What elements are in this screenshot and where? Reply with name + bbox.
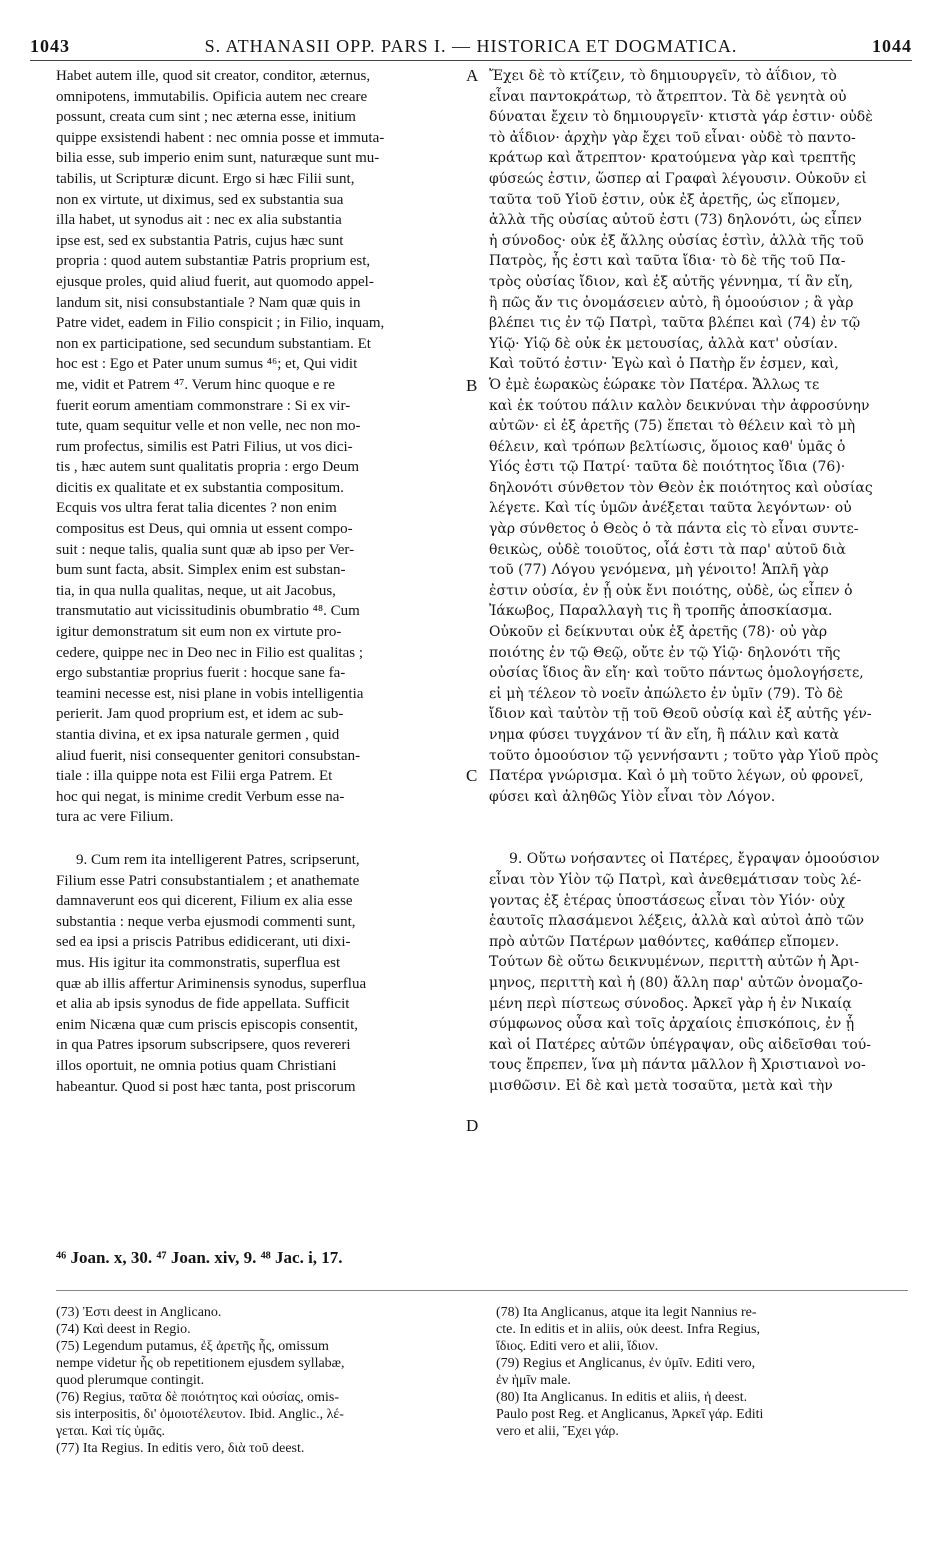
latin-line: enim Nicæna quæ cum priscis episcopis consentit,: [56, 1016, 359, 1033]
greek-line: Ἰάκωβος, Παραλλαγὴ τις ἢ τροπῆς ἀποσκίασμα.: [489, 603, 833, 620]
greek-line: τοῦτο ὁμοούσιον τῷ γεννήσαντι ; τοῦτο γὰρ Υἱοῦ πρὸς: [489, 747, 879, 764]
greek-line: Ἔχει δὲ τὸ κτίζειν, τὸ δημιουργεῖν, τὸ ἀΐδιον, τὸ: [489, 68, 837, 84]
latin-line: substantia : neque verba ejusmodi commenti sunt,: [56, 913, 356, 930]
greek-line: σύμφωνος οὖσα καὶ τοῖς ἀρχαίοις ἐπισκόποις, ἐν ᾗ: [489, 1016, 855, 1033]
margin-marker-a: A: [466, 66, 479, 85]
latin-line: stantia divina, et ex ipsa naturale germen , quid: [56, 727, 340, 743]
page-number-right: 1044: [872, 36, 912, 56]
latin-line: illa habet, ut synodus ait : nec ex alia substantia: [56, 212, 342, 229]
footnote-line: (77) Ita Regius. In editis vero, διὰ τοῦ deest.: [56, 1441, 305, 1456]
latin-line: Patre videt, eadem in Filio conspicit ; in Filio, inquam,: [56, 315, 385, 332]
greek-line: γὰρ σύνθετος ὁ Θεὸς ὁ τὰ πάντα εἰς τὸ εἶναι συντε-: [489, 521, 859, 538]
greek-line: οὐσίας ἴδιος ἂν εἴη· καὶ τοῦτο πάντως ὁμολογήσετε,: [489, 665, 864, 682]
latin-line: rum profectus, similis est Patri Filius, ut vos dici-: [56, 438, 353, 455]
latin-line: mus. His igitur ita commonstratis, superflua est: [56, 954, 341, 971]
greek-line: τους ἔπρεπεν, ἵνα μὴ πάντα μᾶλλον ἢ Χριστιανοὶ νο-: [489, 1057, 866, 1074]
footnote-line: ἐν ἡμῖν male.: [496, 1373, 571, 1388]
footnote-line: cte. In editis et in aliis, οὐκ deest. Infra Regius,: [496, 1322, 760, 1337]
greek-line: αὐτῶν· εἰ ἐξ ἀρετῆς (75) ἕπεται τὸ θέλειν καὶ τὸ μὴ: [489, 418, 856, 435]
footnote-divider: [56, 1290, 908, 1291]
latin-line: suit : neque talis, qualia sunt quæ ab ipso per Ver-: [56, 541, 355, 558]
latin-line: me, vidit et Patrem ⁴⁷. Verum hinc quoque e re: [56, 376, 335, 393]
latin-line: tia, in qua nulla qualitas, neque, ut ait Jacobus,: [56, 582, 336, 599]
latin-line: non ex virtute, ut diximus, sed ex substantia sua: [56, 191, 344, 208]
latin-line: tiale : illa quippe nota est Filii erga Patrem. Et: [56, 768, 333, 785]
footnote-line: (73) Ἐστι deest in Anglicano.: [56, 1305, 222, 1320]
footnote-line: ἴδιος. Editi vero et alii, ἴδιον.: [496, 1339, 659, 1354]
footnote-line: (78) Ita Anglicanus, atque ita legit Nannius re-: [496, 1305, 757, 1320]
running-title: S. ATHANASII OPP. PARS I. — HISTORICA ET DOGMATICA.: [204, 36, 738, 56]
footnote-line: (74) Καὶ deest in Regio.: [56, 1322, 191, 1337]
latin-line: hoc est : Ego et Pater unum sumus ⁴⁶; et, Qui vidit: [56, 356, 358, 373]
latin-line: ergo substantiæ proprius fuerit : hocque sane fa-: [56, 665, 346, 682]
page-number-left: 1043: [30, 36, 70, 56]
greek-line: βλέπει τις ἐν τῷ Πατρὶ, ταῦτα βλέπει καὶ (74) ἐν τῷ: [489, 315, 861, 332]
greek-line: Καὶ τοῦτό ἐστιν· Ἐγὼ καὶ ὁ Πατὴρ ἕν ἐσμεν, καὶ,: [489, 356, 839, 373]
latin-line: sed ea ipsi a priscis Patribus edidicerant, uti dixi-: [56, 934, 351, 951]
latin-line: compositus est Deus, qui omnia ut essent compo-: [56, 521, 353, 538]
greek-line: ἐστιν οὐσία, ἐν ᾗ οὐκ ἔνι ποιότης, οὐδὲ, ὡς εἶπεν ὁ: [489, 582, 853, 599]
latin-line: Filium esse Patri consubstantialem ; et anathemate: [56, 872, 360, 889]
greek-line: πρὸ αὐτῶν Πατέρων μαθόντες, καθάπερ εἴπομεν.: [489, 933, 840, 950]
greek-line: ποιότης ἐν τῷ Θεῷ, οὔτε ἐν τῷ Υἱῷ· δηλονότι τῆς: [489, 644, 841, 661]
paragraph-gap: [489, 807, 907, 849]
latin-line: ejusque proles, quid aliud fuerit, aut quomodo appel-: [56, 273, 374, 290]
greek-line: 9. Οὕτω νοήσαντες οἱ Πατέρες, ἔγραψαν ὁμοούσιον: [509, 851, 880, 868]
greek-line: ἴδιον καὶ ταὐτὸν τῇ τοῦ Θεοῦ οὐσίᾳ καὶ ἐξ αὐτῆς γέν-: [489, 706, 872, 723]
latin-line: propria : quod autem substantiæ Patris proprium est,: [56, 253, 371, 270]
greek-line: εἶναι τὸν Υἱὸν τῷ Πατρὶ, καὶ ἀνεθεμάτισαν τοὺς λέ-: [489, 871, 862, 888]
paragraph-gap: [56, 828, 460, 850]
latin-line: et alia ab ipsis synodus de fide appellata. Sufficit: [56, 996, 350, 1013]
greek-line: γοντας ἐξ ἑτέρας ὑποστάσεως εἶναι τὸν Υἱόν· οὐχ: [489, 892, 846, 909]
greek-line: τοῦ (77) Λόγου γενόμενα, μὴ γένοιτο! Ἁπλῆ γὰρ: [489, 562, 829, 579]
greek-line: Πατρὸς, ἧς ἐστι καὶ ταῦτα ἴδια· τὸ δὲ τῆς τοῦ Πα-: [489, 253, 846, 270]
latin-line: bilia esse, sub imperio enim sunt, naturæque sunt mu-: [56, 150, 380, 167]
greek-line: εἶναι παντοκράτωρ, τὸ ἄτρεπτον. Τὰ δὲ γενητὰ οὐ: [489, 88, 847, 105]
footnote-line: (80) Ita Anglicanus. In editis et aliis, ἡ deest.: [496, 1390, 748, 1405]
latin-line: quippe exsistendi habent : nec omnia posse et immuta-: [56, 129, 385, 146]
latin-line: hoc qui negat, is minime credit Verbum esse na-: [56, 788, 345, 805]
greek-line: νημα φύσει τυγχάνον τί ἂν εἴη, ἢ πάλιν καὶ κατὰ: [489, 727, 839, 743]
footnotes-right: [496, 1304, 908, 1440]
greek-line: ἡ σύνοδος· οὐκ ἐξ ἄλλης οὐσίας ἐστὶν, ἀλλὰ τῆς τοῦ: [489, 232, 864, 249]
greek-line: τρὸς οὐσίας ἴδιον, καὶ ἐξ αὐτῆς γέννημα, τί ἂν εἴη,: [489, 273, 854, 290]
greek-line: Υἱός ἐστι τῷ Πατρί· ταῦτα δὲ ποιότητος ἴδια (76)·: [489, 459, 846, 476]
latin-line: teamini necesse est, nisi plane in vobis intelligentia: [56, 685, 364, 702]
greek-line: ἢ πῶς ἄν τις ὀνομάσειεν αὐτὸ, ἢ ὁμοούσιον ; ἃ γὰρ: [489, 294, 854, 311]
greek-line: ἀλλὰ τῆς οὐσίας αὐτοῦ ἐστι (73) δηλονότι, ὡς εἶπεν: [489, 212, 862, 229]
running-header: [30, 34, 912, 61]
latin-line: omnipotens, immutabilis. Opificia autem nec creare: [56, 88, 368, 105]
latin-line: tis , hæc autem sunt qualitatis propria : ergo Deum: [56, 459, 360, 476]
margin-marker-b: B: [466, 376, 478, 395]
latin-line: quæ ab illis affertur Ariminensis synodus, superflua: [56, 975, 367, 992]
latin-line: Habet autem ille, quod sit creator, conditor, æternus,: [56, 68, 371, 84]
greek-column: [489, 66, 907, 1097]
latin-line: damnaverunt eos qui dicerent, Filium ex alia esse: [56, 893, 353, 910]
greek-line: μισθῶσιν. Εἰ δὲ καὶ μετὰ τοσαῦτα, μετὰ καὶ τὴν: [489, 1077, 833, 1094]
footnote-line: γεται. Καὶ τίς ὑμᾶς.: [56, 1424, 165, 1439]
greek-line: δύναται ἔχειν τὸ δημιουργεῖν· κτιστὰ γάρ ἐστιν· οὐδὲ: [489, 109, 873, 126]
greek-main-text: [489, 66, 907, 807]
latin-line: Ecquis vos ultra ferat talia dicentes ? non enim: [56, 500, 337, 517]
latin-line: in qua Patres ipsorum subscripsere, quos revereri: [56, 1037, 351, 1054]
greek-line: Υἱῷ· Υἱῷ δὲ οὐκ ἐκ μετουσίας, ἀλλὰ κατ' οὐσίαν.: [489, 335, 838, 352]
latin-line: non ex participatione, sed secundum substantiam. Et: [56, 335, 371, 352]
footnote-line: (75) Legendum putamus, ἐξ ἀρετῆς ἧς, omissum: [56, 1339, 329, 1354]
greek-line: κράτωρ καὶ ἄτρεπτον· κρατούμενα γὰρ καὶ τρεπτῆς: [489, 150, 856, 167]
greek-line: λέγετε. Καὶ τίς ὑμῶν ἀνέξεται ταῦτα λεγόντων· οὐ: [489, 500, 852, 517]
greek-line: ἑαυτοῖς πλασάμενοι λέξεις, ἀλλὰ καὶ αὐτοὶ ἀπὸ τῶν: [489, 913, 865, 930]
scripture-references: ⁴⁶ Joan. x, 30. ⁴⁷ Joan. xiv, 9. ⁴⁸ Jac. i, 17.: [56, 1248, 343, 1267]
latin-line: illos oportuit, ne omnia potius quam Christiani: [56, 1057, 337, 1074]
greek-line: Ὁ ἐμὲ ἑωρακὼς ἑώρακε τὸν Πατέρα. Ἄλλως τε: [489, 376, 820, 393]
greek-line: καὶ οἱ Πατέρες αὐτῶν ὑπέγραψαν, οὓς αἰδεῖσθαι τού-: [489, 1036, 872, 1053]
greek-line: ταῦτα τοῦ Υἱοῦ ἐστιν, οὐκ ἐξ ἀρετῆς, ὡς εἴπομεν,: [489, 191, 841, 208]
latin-line: 9. Cum rem ita intelligerent Patres, scripserunt,: [76, 851, 360, 868]
latin-line: transmutatio aut vicissitudinis obumbratio ⁴⁸. Cum: [56, 603, 360, 620]
latin-line: tute, quam sequitur velle et non velle, nec non mo-: [56, 418, 361, 435]
latin-line: dicitis ex qualitate et ex substantia compositum.: [56, 479, 344, 496]
latin-line: tabilis, ut Scripturæ dicunt. Ergo si hæc Filii sunt,: [56, 170, 355, 187]
footnote-line: (76) Regius, ταῦτα δὲ ποιότητος καὶ οὐσίας, omis-: [56, 1390, 340, 1405]
latin-line: bum sunt facta, absit. Simplex enim est substan-: [56, 562, 346, 579]
greek-line: καὶ ἐκ τούτου πάλιν καλὸν δεικνύναι τὴν ἀφροσύνην: [489, 397, 870, 414]
footnote-line: (79) Regius et Anglicanus, ἐν ὑμῖν. Editi vero,: [496, 1356, 756, 1371]
margin-marker-c: C: [466, 766, 478, 785]
latin-line: ipse est, sed ex substantia Patris, cujus hæc sunt: [56, 232, 344, 249]
latin-line: perierit. Jam quod proprium est, et idem ac sub-: [56, 706, 344, 723]
greek-line: μένη περὶ πίστεως σύνοδος. Ἀρκεῖ γὰρ ἡ ἐν Νικαίᾳ: [489, 995, 852, 1012]
greek-line: φύσει καὶ ἀληθῶς Υἱὸν εἶναι τὸν Λόγον.: [489, 788, 776, 805]
latin-line: igitur demonstratum sit eum non ex virtute pro-: [56, 624, 342, 641]
latin-paragraph-9: [56, 850, 460, 1097]
margin-marker-d: D: [466, 1116, 479, 1135]
greek-line: Οὐκοῦν εἰ δείκνυται οὐκ ἐξ ἀρετῆς (78)· οὐ γὰρ: [489, 624, 828, 641]
greek-line: τὸ ἀΐδιον· ἀρχὴν γὰρ ἔχει τοῦ εἶναι· οὐδὲ τὸ παντο-: [489, 129, 856, 146]
latin-main-text: [56, 66, 460, 828]
greek-line: μηνος, περιττὴ καὶ ἡ (80) ἄλλη παρ' αὐτῶν ὀνομαζο-: [489, 974, 863, 991]
greek-line: φύσεώς ἐστιν, ὥσπερ αἱ Γραφαὶ λέγουσιν. Οὐκοῦν εἰ: [489, 170, 867, 187]
footnote-line: sis interpositis, δι' ὁμοιοτέλευτον. Ibid. Anglic., λέ-: [56, 1407, 344, 1422]
greek-line: Πατέρα γνώρισμα. Καὶ ὁ μὴ τοῦτο λέγων, οὐ φρονεῖ,: [489, 768, 864, 785]
greek-paragraph-9: [489, 849, 907, 1096]
footnote-line: Paulo post Reg. et Anglicanus, Ἀρκεῖ γάρ. Editi: [496, 1407, 764, 1422]
latin-line: possunt, creata cum sint ; nec æterna esse, initium: [56, 109, 356, 126]
latin-line: habeantur. Quod si post hæc tanta, post priscorum: [56, 1078, 356, 1095]
greek-line: θέλειν, καὶ τρόπων βελτίωσις, ὅμοιος καθ' ὑμᾶς ὁ: [489, 438, 846, 455]
latin-line: tura ac vere Filium.: [56, 809, 174, 826]
footnote-line: nempe videtur ἧς ob repetitionem ejusdem syllabæ,: [56, 1356, 345, 1371]
greek-line: εἰ μὴ τέλεον τὸ νοεῖν ἀπώλετο ἐν ὑμῖν (79). Τὸ δὲ: [489, 685, 844, 702]
latin-column: [56, 66, 460, 1097]
footnotes-left: [56, 1304, 466, 1457]
latin-line: cedere, quippe nec in Deo nec in Filio est qualitas ;: [56, 644, 363, 661]
latin-line: landum sit, nisi consubstantiale ? Nam quæ quis in: [56, 294, 361, 311]
latin-line: fuerit eorum amentiam commonstrare : Si ex vir-: [56, 397, 351, 414]
footnote-line: quod plerumque contingit.: [56, 1373, 205, 1388]
latin-line: aliud fuerit, nisi consequenter genitori consubstan-: [56, 747, 361, 764]
greek-line: Τούτων δὲ οὕτω δεικνυμένων, περιττὴ αὐτῶν ἡ Ἀρι-: [489, 954, 859, 971]
greek-line: δηλονότι σύνθετον τὸν Θεὸν ἐκ ποιότητος καὶ οὐσίας: [489, 479, 873, 496]
greek-line: θεικὼς, οὐδὲ τοιοῦτος, οἷά ἐστι τὰ παρ' αὐτοῦ διὰ: [489, 541, 846, 558]
footnote-line: vero et alii, Ἔχει γάρ.: [496, 1424, 619, 1439]
